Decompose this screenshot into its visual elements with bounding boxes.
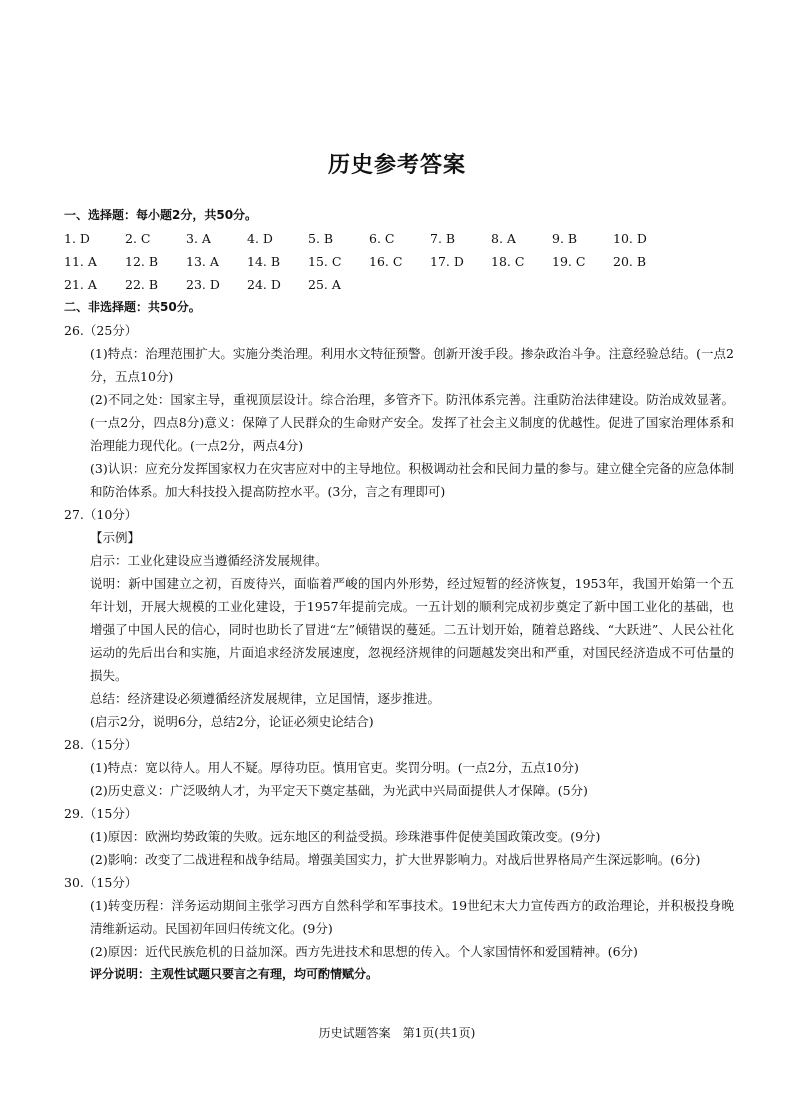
q27-zongjie: 总结：经济建设必须遵循经济发展规律，立足国情，逐步推进。	[90, 691, 441, 706]
q26-part1: (1)特点：治理范围扩大。实施分类治理。利用水文特征预警。创新开浚手段。掺杂政治斗争。注意经验总结。(一点2分，五点10分)	[90, 346, 734, 384]
section2-heading: 二、非选择题：共50分。	[64, 300, 201, 314]
choice-answer: 17. D	[430, 254, 464, 269]
choice-answer: 22. B	[125, 277, 159, 292]
choice-answer: 13. A	[186, 254, 219, 269]
q29-part2: (2)影响：改变了二战进程和战争结局。增强美国实力，扩大世界影响力。对战后世界格局产生深远影响。(6分)	[90, 852, 701, 867]
q28-part2: (2)历史意义：广泛吸纳人才，为平定天下奠定基础，为光武中兴局面提供人才保障。(5分)	[90, 783, 588, 798]
choice-answer: 15. C	[308, 254, 342, 269]
choice-answer: 19. C	[552, 254, 586, 269]
choice-answer: 20. B	[613, 254, 647, 269]
choice-answer: 21. A	[64, 277, 97, 292]
q28-heading: 28.（15分）	[64, 737, 138, 752]
choice-answer: 8. A	[491, 231, 516, 246]
q29-heading: 29.（15分）	[64, 806, 138, 821]
q26-heading: 26.（25分）	[64, 323, 138, 338]
q30-part2: (2)原因：近代民族危机的日益加深。西方先进技术和思想的传入。个人家国情怀和爱国精神。(6分)	[90, 944, 638, 959]
q27-example-label: 【示例】	[90, 530, 141, 545]
choice-answer: 23. D	[186, 277, 220, 292]
choice-answers-row-1	[64, 227, 734, 250]
q28-part1: (1)特点：宽以待人。用人不疑。厚待功臣。慎用官吏。奖罚分明。(一点2分，五点10分)	[90, 760, 579, 775]
q26-part2: (2)不同之处：国家主导，重视顶层设计。综合治理，多管齐下。防汛体系完善。注重防治法律建设。防治成效显著。(一点2分，四点8分)意义：保障了人民群众的生命财产安全。发挥了社会主义制度的优越性。促进了国家治理体系和治理能力现代化。(一点2分，两点4分)	[90, 392, 734, 453]
q27-qishi: 启示：工业化建设应当遵循经济发展规律。	[90, 553, 328, 568]
choice-answers-row-3	[64, 273, 734, 296]
choice-answer: 1. D	[64, 231, 90, 246]
choice-answer: 25. A	[308, 277, 341, 292]
section1-heading: 一、选择题：每小题2分，共50分。	[64, 208, 258, 222]
q26-part3: (3)认识：应充分发挥国家权力在灾害应对中的主导地位。积极调动社会和民间力量的参与。建立健全完备的应急体制和防治体系。加大科技投入提高防控水平。(3分，言之有理即可)	[90, 461, 734, 499]
page-title: 历史参考答案	[327, 153, 466, 178]
choice-answers-row-2	[64, 250, 734, 273]
q27-heading: 27.（10分）	[64, 507, 138, 522]
answer-content	[64, 204, 734, 986]
choice-answer: 4. D	[247, 231, 273, 246]
q30-heading: 30.（15分）	[64, 875, 138, 890]
page-footer: 历史试题答案 第1页(共1页)	[318, 1026, 476, 1040]
q30-part1: (1)转变历程：洋务运动期间主张学习西方自然科学和军事技术。19世纪末大力宣传西方的政治理论，并积极投身晚清维新运动。民国初年回归传统文化。(9分)	[90, 898, 734, 936]
choice-answer: 16. C	[369, 254, 403, 269]
choice-answer: 12. B	[125, 254, 159, 269]
choice-answer: 10. D	[613, 231, 647, 246]
choice-answer: 14. B	[247, 254, 281, 269]
q27-shuoming: 说明：新中国建立之初，百废待兴，面临着严峻的国内外形势，经过短暂的经济恢复，1953年，我国开始第一个五年计划，开展大规模的工业化建设，于1957年提前完成。一五计划的顺利完成初步奠定了新中国工业化的基础，也增强了中国人民的信心，同时也助长了冒进“左”倾错误的蔓延。二五计划开始，随着总路线、“大跃进”、人民公社化运动的先后出台和实施，片面追求经济发展速度，忽视经济规律的问题越发突出和严重，对国民经济造成不可估量的损失。	[90, 576, 734, 683]
q27-scoring: (启示2分，说明6分，总结2分，论证必须史论结合)	[90, 714, 374, 729]
choice-answer: 2. C	[125, 231, 151, 246]
choice-answer: 11. A	[64, 254, 97, 269]
q29-part1: (1)原因：欧洲均势政策的失败。远东地区的利益受损。珍珠港事件促使美国政策改变。(9分)	[90, 829, 601, 844]
choice-answer: 6. C	[369, 231, 395, 246]
choice-answer: 5. B	[308, 231, 334, 246]
choice-answer: 9. B	[552, 231, 578, 246]
choice-answer: 7. B	[430, 231, 456, 246]
choice-answer: 18. C	[491, 254, 525, 269]
choice-answer: 24. D	[247, 277, 281, 292]
scoring-note: 评分说明：主观性试题只要言之有理，均可酌情赋分。	[90, 967, 379, 981]
choice-answer: 3. A	[186, 231, 211, 246]
